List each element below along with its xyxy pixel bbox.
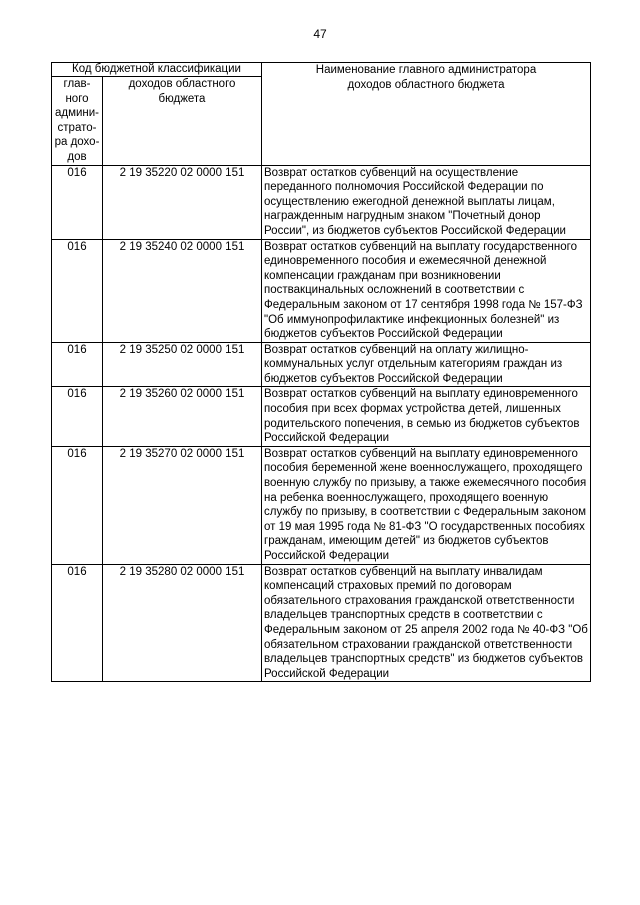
revenue-name-cell: Возврат остатков субвенций на выплату единовременного пособия при всех формах устройства детей, лишенных родительского попечения, в семью из бюджетов субъектов Российской Федерации bbox=[262, 387, 591, 446]
revenue-name-cell: Возврат остатков субвенций на осуществление переданного полномочия Российской Федерации по осуществлению ежегодной денежной выплаты лицам, награжденным нагрудным знаком "Почетный донор России", из бюджетов субъектов Российской Федерации bbox=[262, 165, 591, 239]
table-row bbox=[52, 387, 591, 446]
administrator-code-cell: 016 bbox=[52, 342, 103, 387]
revenue-name-cell: Возврат остатков субвенций на выплату государственного единовременного пособия и ежемесячной денежной компенсации гражданам при возникновении поствакцинальных осложнений в соответствии с Федеральным законом от 17 сентября 1998 года № 157-ФЗ "Об иммунопрофилактике инфекционных болезней" из бюджетов субъектов Российской Федерации bbox=[262, 239, 591, 342]
header-regional-budget-revenue: доходов областного бюджета bbox=[103, 77, 262, 166]
revenue-code-cell: 2 19 35280 02 0000 151 bbox=[103, 564, 262, 682]
header-chief-administrator: глав- ного админи- страто- ра дохо- дов bbox=[52, 77, 103, 166]
header-budget-classification-code: Код бюджетной классификации bbox=[52, 63, 262, 77]
revenue-code-cell: 2 19 35260 02 0000 151 bbox=[103, 387, 262, 446]
budget-classification-table bbox=[51, 62, 591, 682]
revenue-name-cell: Возврат остатков субвенций на выплату единовременного пособия беременной жене военнослужащего, проходящего военную службу по призыву, а также ежемесячного пособия на ребенка военнослужащего, проходящего военную службу по призыву, в соответствии с Федеральным законом от 19 мая 1995 года № 81-ФЗ "О государственных пособиях гражданам, имеющим детей" из бюджетов субъектов Российской Федерации bbox=[262, 446, 591, 564]
administrator-code-cell: 016 bbox=[52, 564, 103, 682]
page-number: 47 bbox=[313, 27, 327, 41]
table-row bbox=[52, 342, 591, 387]
header-row-group bbox=[52, 63, 591, 77]
table-header bbox=[52, 63, 591, 166]
table-row bbox=[52, 165, 591, 239]
revenue-code-cell: 2 19 35270 02 0000 151 bbox=[103, 446, 262, 564]
administrator-code-cell: 016 bbox=[52, 239, 103, 342]
table-row bbox=[52, 239, 591, 342]
revenue-name-cell: Возврат остатков субвенций на выплату инвалидам компенсаций страховых премий по договорам обязательного страхования гражданской ответственности владельцев транспортных средств в соответствии с Федеральным законом от 25 апреля 2002 года № 40-ФЗ "Об обязательном страховании гражданской ответственности владельцев транспортных средств" из бюджетов субъектов Российской Федерации bbox=[262, 564, 591, 682]
revenue-code-cell: 2 19 35220 02 0000 151 bbox=[103, 165, 262, 239]
administrator-code-cell: 016 bbox=[52, 446, 103, 564]
table-body bbox=[52, 165, 591, 682]
table-row bbox=[52, 564, 591, 682]
administrator-code-cell: 016 bbox=[52, 387, 103, 446]
table-row bbox=[52, 446, 591, 564]
administrator-code-cell: 016 bbox=[52, 165, 103, 239]
revenue-name-cell: Возврат остатков субвенций на оплату жилищно-коммунальных услуг отдельным категориям граждан из бюджетов субъектов Российской Федерации bbox=[262, 342, 591, 387]
revenue-code-cell: 2 19 35240 02 0000 151 bbox=[103, 239, 262, 342]
revenue-code-cell: 2 19 35250 02 0000 151 bbox=[103, 342, 262, 387]
header-administrator-name: Наименование главного администратора доходов областного бюджета bbox=[262, 63, 591, 166]
